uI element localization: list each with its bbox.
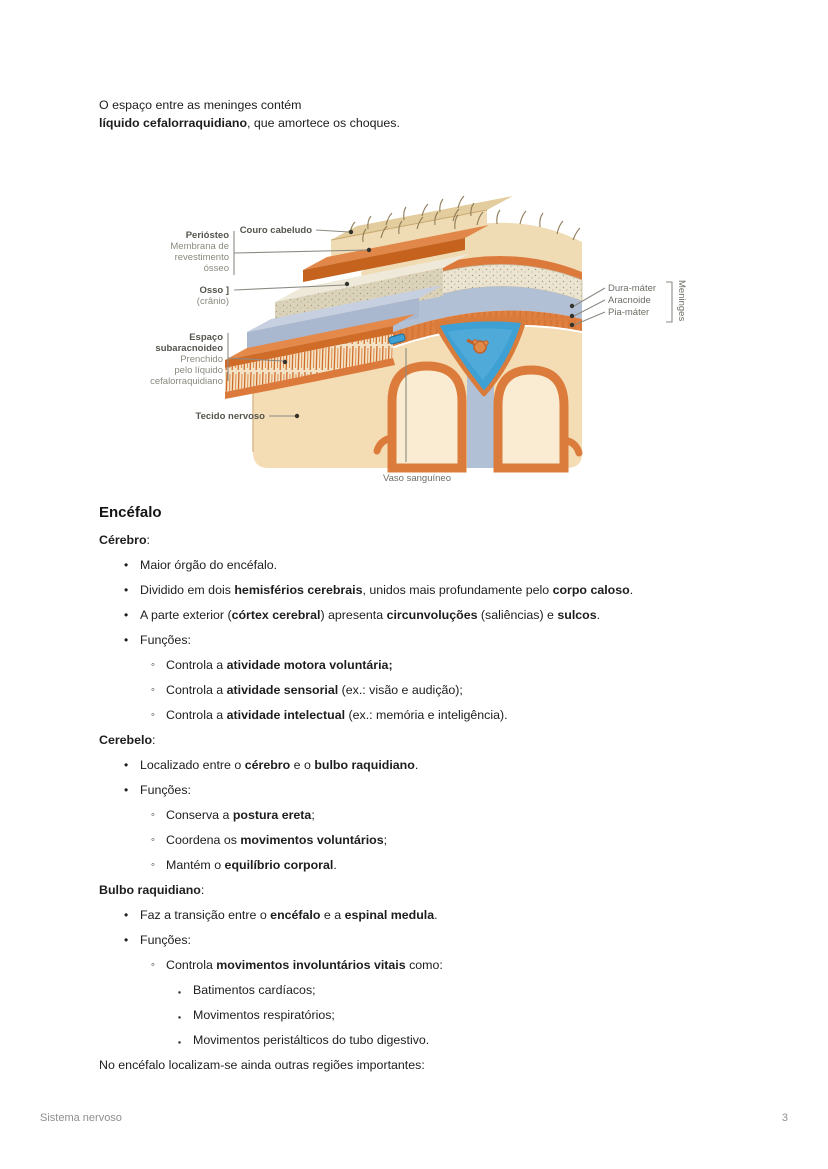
text: Movimentos respiratórios;: [193, 1008, 335, 1022]
bold-text: postura ereta: [232, 808, 312, 822]
text: Controla a: [166, 708, 227, 722]
list-item: [99, 758, 759, 772]
text: O espaço entre as meninges contém: [99, 98, 302, 112]
label-pia-mater: Pia-máter: [608, 307, 650, 318]
text: e a: [320, 908, 345, 922]
list-item: [99, 958, 759, 972]
bold-text: movimentos voluntários: [240, 833, 384, 847]
section-heading: Encéfalo: [99, 504, 162, 521]
bullet-icon: ◦: [151, 659, 155, 671]
bold-text: Bulbo raquidiano: [99, 883, 201, 897]
bold-text: atividade intelectual: [226, 708, 346, 722]
list-item: [99, 833, 759, 847]
list-item: [99, 583, 759, 597]
text: .: [333, 858, 337, 872]
text: , que amortece os choques.: [247, 116, 400, 131]
text: (saliências) e: [477, 608, 558, 622]
bold-text: hemisférios cerebrais: [234, 583, 363, 597]
bullet-icon: •: [124, 558, 129, 572]
text: .: [414, 758, 419, 772]
bullet-icon: ◦: [151, 709, 155, 721]
bullet-icon: ◦: [151, 959, 155, 971]
bold-text: córtex cerebral: [231, 608, 321, 622]
list-item: [99, 608, 759, 622]
label-dura-mater: Dura-máter: [608, 283, 657, 294]
bold-text: cérebro: [244, 758, 291, 772]
bold-text: equilíbrio corporal: [224, 858, 334, 872]
bullet-icon: •: [124, 933, 129, 947]
list-item: [99, 808, 759, 822]
text: Funções:: [140, 933, 191, 947]
intro-line: [99, 96, 400, 114]
text: Dividido em dois: [140, 583, 235, 597]
bullet-icon: ▪: [178, 1011, 182, 1022]
label-couro-cabeludo: Couro cabeludo: [239, 225, 312, 236]
page-footer: [40, 1112, 788, 1124]
label-meninges: Meninges: [676, 280, 687, 322]
list-item: [99, 933, 759, 947]
paragraph: [99, 1058, 759, 1072]
bold-text: Cérebro: [99, 533, 147, 547]
text: (ex.: visão e audição);: [338, 683, 463, 697]
label-espaco-2: subaracnoideo: [155, 343, 223, 354]
bullet-icon: •: [124, 583, 129, 597]
text: Mantém o: [166, 858, 225, 872]
text: .: [629, 583, 634, 597]
bold-text: encéfalo: [270, 908, 321, 922]
bold-text: espinal medula: [344, 908, 435, 922]
text: Funções:: [140, 633, 191, 647]
bullet-icon: ◦: [151, 684, 155, 696]
text: Controla: [166, 958, 217, 972]
bold-text: Cerebelo: [99, 733, 153, 747]
label-espaco-sub1: Prenchido: [180, 354, 223, 365]
label-periosteo: Periósteo: [185, 230, 229, 241]
intro-paragraph: [99, 96, 400, 132]
label-periosteo-sub1: Membrana de: [170, 241, 229, 252]
text: :: [146, 533, 150, 547]
list-item: [99, 633, 759, 647]
text: ;: [311, 808, 315, 822]
bold-text: sulcos: [557, 608, 597, 622]
paragraph: [99, 533, 759, 547]
bold-text: atividade sensorial: [226, 683, 339, 697]
bold-text: atividade motora voluntária: [226, 658, 389, 672]
list-item: [99, 983, 759, 997]
text: Coordena os: [166, 833, 241, 847]
bullet-icon: ▪: [178, 1036, 182, 1047]
label-tecido-nervoso: Tecido nervoso: [195, 411, 265, 422]
encefalo-section: [99, 504, 759, 1083]
bold-text: líquido cefalorraquidiano: [99, 116, 248, 131]
label-vaso-sanguineo: Vaso sanguíneo: [383, 473, 451, 484]
list-item: [99, 858, 759, 872]
bullet-icon: •: [124, 758, 129, 772]
bold-text: circunvoluções: [386, 608, 478, 622]
label-espaco-sub2: pelo líquido: [174, 365, 223, 376]
intro-line: [99, 114, 400, 132]
bullet-icon: •: [124, 908, 129, 922]
bullet-icon: ◦: [151, 859, 155, 871]
content-list: [99, 533, 759, 1072]
list-item: [99, 683, 759, 697]
bullet-icon: ◦: [151, 834, 155, 846]
text: como:: [405, 958, 443, 972]
label-periosteo-sub2: revestimento: [174, 252, 229, 263]
list-item: [99, 1033, 759, 1047]
text: ;: [383, 833, 388, 847]
text: Funções:: [140, 783, 191, 797]
list-item: [99, 558, 759, 572]
text: (ex.: memória e inteligência).: [345, 708, 508, 722]
text: , unidos mais profundamente pelo: [362, 583, 553, 597]
text: A parte exterior (: [140, 608, 232, 622]
text: Controla a: [166, 683, 227, 697]
text: Movimentos peristálticos do tubo digestivo.: [193, 1033, 430, 1047]
label-aracnoide: Aracnoide: [608, 295, 651, 306]
text: .: [434, 908, 438, 922]
label-osso-sub: (crânio): [196, 296, 229, 307]
text: Maior órgão do encéfalo.: [140, 558, 278, 572]
list-item: [99, 908, 759, 922]
page-number: 3: [781, 1112, 788, 1124]
paragraph: [99, 733, 759, 747]
text: Controla a: [166, 658, 227, 672]
meninges-diagram: [135, 190, 710, 497]
label-espaco-sub3: cefalorraquidiano: [150, 376, 223, 387]
bold-text: corpo caloso: [552, 583, 630, 597]
text: No encéfalo localizam-se ainda outras regiões importantes:: [99, 1058, 425, 1072]
list-item: [99, 708, 759, 722]
footer-title: Sistema nervoso: [40, 1112, 122, 1124]
bold-text: movimentos involuntários vitais: [216, 958, 406, 972]
text: Conserva a: [166, 808, 233, 822]
text: Localizado entre o: [140, 758, 245, 772]
bullet-icon: •: [124, 633, 129, 647]
text: ) apresenta: [320, 608, 387, 622]
text: .: [596, 608, 601, 622]
list-item: [99, 783, 759, 797]
bullet-icon: ◦: [151, 809, 155, 821]
text: :: [200, 883, 205, 897]
list-item: [99, 1008, 759, 1022]
meninges-illustration: [135, 190, 710, 497]
bold-text: ;: [388, 658, 393, 672]
bullet-icon: ▪: [178, 986, 182, 997]
bullet-icon: •: [124, 608, 129, 622]
label-periosteo-sub3: ósseo: [203, 263, 229, 274]
label-osso: Osso ]: [199, 285, 229, 296]
text: Batimentos cardíacos;: [193, 983, 316, 997]
bold-text: bulbo raquidiano: [314, 758, 415, 772]
list-item: [99, 658, 759, 672]
text: Faz a transição entre o: [140, 908, 271, 922]
label-espaco-1: Espaço: [189, 332, 223, 343]
bullet-icon: •: [124, 783, 129, 797]
paragraph: [99, 883, 759, 897]
text: e o: [290, 758, 315, 772]
text: :: [152, 733, 156, 747]
